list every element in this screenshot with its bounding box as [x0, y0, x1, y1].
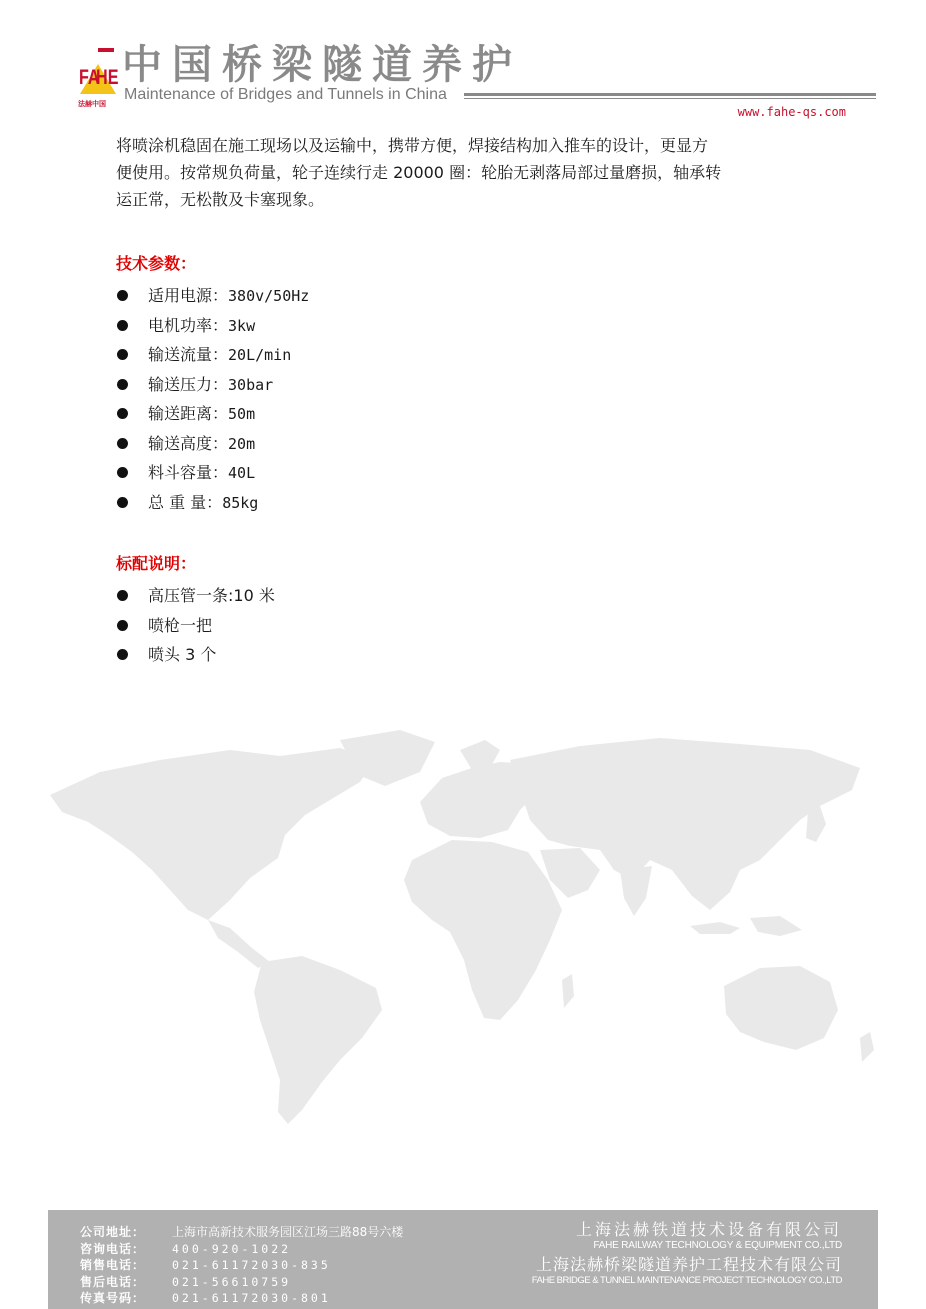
bullet-icon [117, 590, 128, 601]
standard-config-heading: 标配说明： [116, 554, 197, 573]
company2-name-cn: 上海法赫桥梁隧道养护工程技术有限公司 [535, 1255, 842, 1274]
fahe-logo [78, 44, 118, 108]
specs-heading: 技术参数： [116, 254, 197, 273]
config-item: 喷头 3 个 [116, 640, 816, 670]
company2-name-en: FAHE BRIDGE & TUNNEL MAINTENANCE PROJECT TECHNOLOGY CO.,LTD [531, 1275, 842, 1286]
spec-item: 总 重 量：85kg [116, 488, 816, 518]
address-row: 公司地址： 上海市高新技术服务园区江场三路88号六楼 [80, 1225, 404, 1239]
bullet-icon [117, 408, 128, 419]
world-map-watermark [40, 720, 890, 1140]
svg-text:法赫中国: 法赫中国 [78, 100, 106, 108]
spec-item: 输送流量：20L/min [116, 340, 816, 370]
intro-line-3: 运正常，无松散及卡塞现象。 [116, 190, 325, 209]
brand-title-en: Maintenance of Bridges and Tunnels in China [124, 86, 447, 103]
fax-row: 传真号码： 021-61172030-801 [80, 1291, 331, 1305]
page-header [0, 0, 926, 125]
brand-title-cn: 中国桥梁隧道养护 [122, 42, 522, 88]
spec-item: 电机功率：3kw [116, 311, 816, 341]
specs-list [116, 281, 816, 517]
page-footer [48, 1210, 878, 1309]
header-rule [464, 93, 876, 96]
config-item: 高压管一条:10 米 [116, 581, 816, 611]
header-rule-thin [464, 98, 876, 99]
bullet-icon [117, 497, 128, 508]
svg-text:HE: HE [96, 64, 118, 89]
bullet-icon [117, 290, 128, 301]
intro-line-2: 便使用。按常规负荷量，轮子连续行走 20000 圈：轮胎无剥落局部过量磨损，轴承转 [116, 163, 722, 182]
bullet-icon [117, 438, 128, 449]
company-names [532, 1220, 842, 1287]
svg-text:FA: FA [78, 64, 100, 89]
standard-config-list [116, 581, 816, 670]
bullet-icon [117, 649, 128, 660]
bullet-icon [117, 467, 128, 478]
document-body [116, 130, 816, 670]
intro-line-1: 将喷涂机稳固在施工现场以及运输中，携带方便，焊接结构加入推车的设计，更显方 [116, 136, 709, 155]
bullet-icon [117, 620, 128, 631]
spec-item: 料斗容量：40L [116, 458, 816, 488]
sales-phone-row: 销售电话： 021-61172030-835 [80, 1258, 331, 1272]
website-link[interactable]: www.fahe-qs.com [737, 105, 846, 119]
spec-item: 输送压力：30bar [116, 370, 816, 400]
bullet-icon [117, 349, 128, 360]
spec-item: 适用电源：380v/50Hz [116, 281, 816, 311]
company1-name-en: FAHE RAILWAY TECHNOLOGY & EQUIPMENT CO.,LTD [593, 1240, 842, 1251]
bullet-icon [117, 379, 128, 390]
company1-name-cn: 上海法赫铁道技术设备有限公司 [575, 1220, 842, 1239]
spec-item: 输送距离：50m [116, 399, 816, 429]
consult-phone-row: 咨询电话： 400-920-1022 [80, 1241, 292, 1256]
config-item: 喷枪一把 [116, 611, 816, 641]
service-phone-row: 售后电话： 021-56610759 [80, 1274, 292, 1289]
bullet-icon [117, 320, 128, 331]
spec-item: 输送高度：20m [116, 429, 816, 459]
contact-info [80, 1224, 403, 1307]
intro-paragraph [116, 132, 816, 213]
